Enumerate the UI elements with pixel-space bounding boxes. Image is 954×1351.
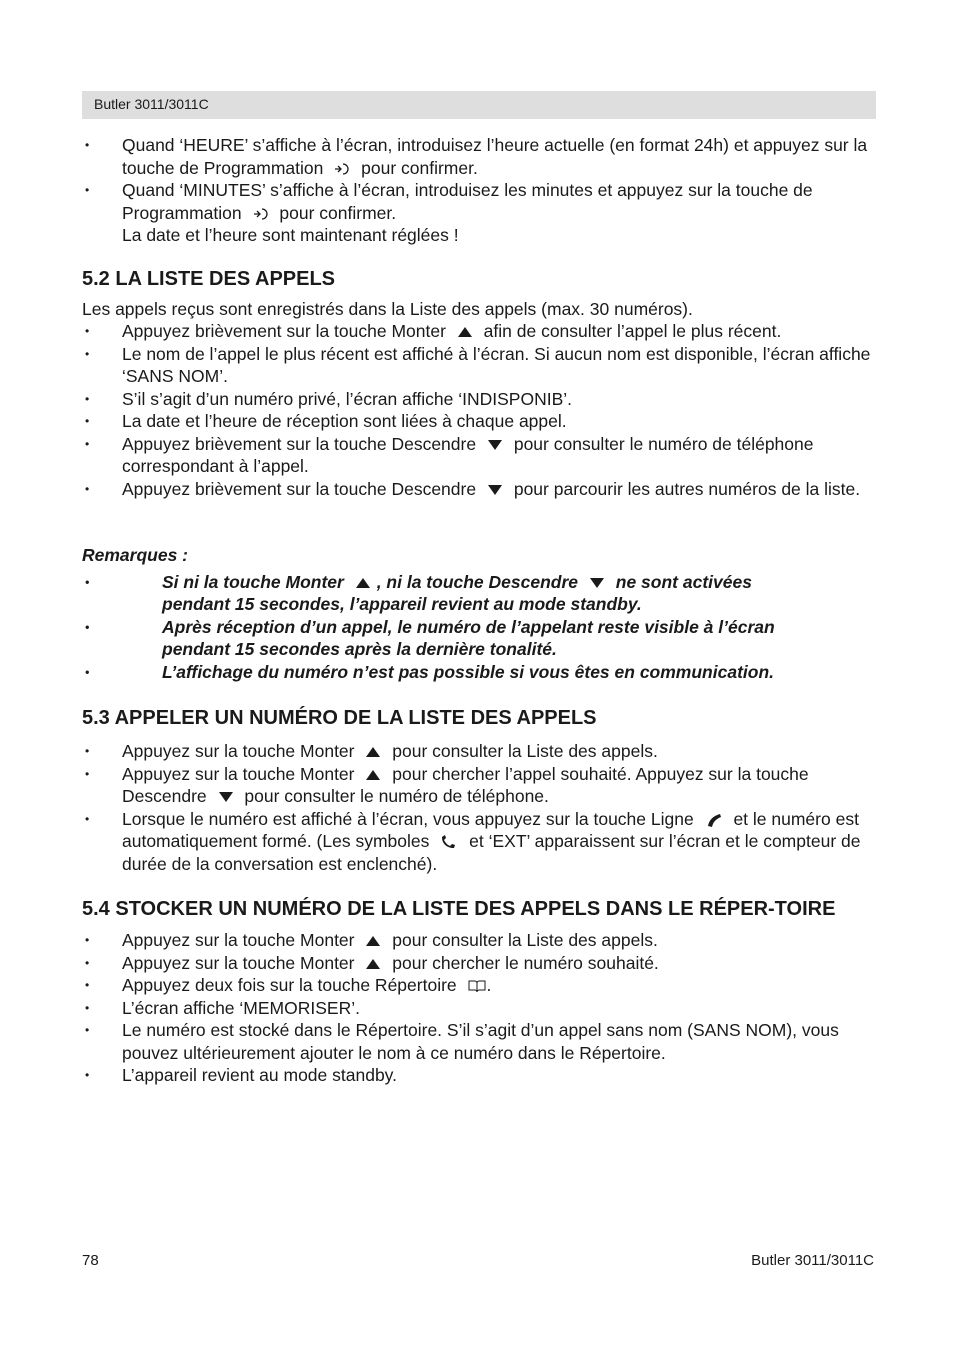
section-intro: Les appels reçus sont enregistrés dans la Liste des appels (max. 30 numéros). [82,298,693,319]
list-item: • Après réception d’un appel, le numéro de l’appelant reste visible à l’écran pendant 15 secondes après la dernière tonalité. [82,616,802,661]
line-key-icon [705,811,723,829]
intro-list [82,134,876,224]
running-header [82,91,876,119]
remarks-title: Remarques : [82,545,189,565]
list-item: • Lorsque le numéro est affiché à l’écran, vous appuyez sur la touche Ligne et le numéro est automatiquement formé. (Les symboles et ‘EXT’ apparaissent sur l’écran et le compteur de durée de la conversation est enclenché). [82,808,876,876]
list-item: • Le nom de l’appel le plus récent est affiché à l’écran. Si aucun nom est disponible, l’écran affiche ‘SANS NOM’. [82,343,876,388]
up-arrow-icon [457,326,473,338]
page-content [82,134,876,1087]
down-arrow-icon [487,484,503,496]
s52-list [82,320,876,500]
running-header-title: Butler 3011/3011C [94,96,209,112]
list-item: • L’écran affiche ‘MEMORISER’. [82,997,876,1020]
list-item: • Quand ‘HEURE’ s’affiche à l’écran, introduisez l’heure actuelle (en format 24h) et appuyez sur la touche de Programmation pour confirmer. [82,134,876,179]
section-title: 5.4 STOCKER UN NUMÉRO DE LA LISTE DES APPELS DANS LE RÉPER-TOIRE [82,898,836,920]
list-item: • Appuyez sur la touche Monter pour chercher le numéro souhaité. [82,952,876,975]
up-arrow-icon [355,577,371,589]
list-item: • L’affichage du numéro n’est pas possible si vous êtes en communication. [82,661,802,684]
phonebook-icon [468,979,486,993]
down-arrow-icon [589,577,605,589]
down-arrow-icon [487,439,503,451]
s54-list [82,929,876,1087]
page-number: 78 [82,1252,99,1269]
list-item: • Appuyez sur la touche Monter pour consulter la Liste des appels. [82,740,876,763]
list-item: • Si ni la touche Monter , ni la touche Descendre ne sont activées pendant 15 secondes, l’appareil revient au mode standby. [82,571,802,616]
remarks-list [82,571,876,684]
list-item: • Appuyez sur la touche Monter pour consulter la Liste des appels. [82,929,876,952]
list-item: • Appuyez sur la touche Monter pour chercher l’appel souhaité. Appuyez sur la touche Descendre pour consulter le numéro de téléphone. [82,763,876,808]
program-key-icon [253,207,269,221]
up-arrow-icon [365,935,381,947]
up-arrow-icon [365,746,381,758]
up-arrow-icon [365,958,381,970]
section-title: 5.2 LA LISTE DES APPELS [82,267,336,290]
list-item: • S’il s’agit d’un numéro privé, l’écran affiche ‘INDISPONIB’. [82,388,876,411]
phone-icon [440,834,458,850]
s53-list [82,740,876,875]
up-arrow-icon [365,769,381,781]
list-item: • L’appareil revient au mode standby. [82,1064,876,1087]
footer-title: Butler 3011/3011C [751,1252,874,1269]
list-item: • Appuyez brièvement sur la touche Descendre pour parcourir les autres numéros de la liste. [82,478,876,501]
intro-note: La date et l’heure sont maintenant réglées ! [122,225,459,245]
down-arrow-icon [218,791,234,803]
list-item: • Quand ‘MINUTES’ s’affiche à l’écran, introduisez les minutes et appuyez sur la touche de Programmation pour confirmer. [82,179,876,224]
list-item: • La date et l’heure de réception sont liées à chaque appel. [82,410,876,433]
list-item: • Appuyez deux fois sur la touche Répertoire . [82,974,876,997]
list-item: • Le numéro est stocké dans le Répertoire. S’il s’agit d’un appel sans nom (SANS NOM), vous pouvez ultérieurement ajouter le nom à ce numéro dans le Répertoire. [82,1019,876,1064]
section-title: 5.3 APPELER UN NUMÉRO DE LA LISTE DES APPELS [82,707,597,729]
list-item: • Appuyez brièvement sur la touche Descendre pour consulter le numéro de téléphone correspondant à l’appel. [82,433,876,478]
program-key-icon [334,162,350,176]
list-item: • Appuyez brièvement sur la touche Monter afin de consulter l’appel le plus récent. [82,320,876,343]
